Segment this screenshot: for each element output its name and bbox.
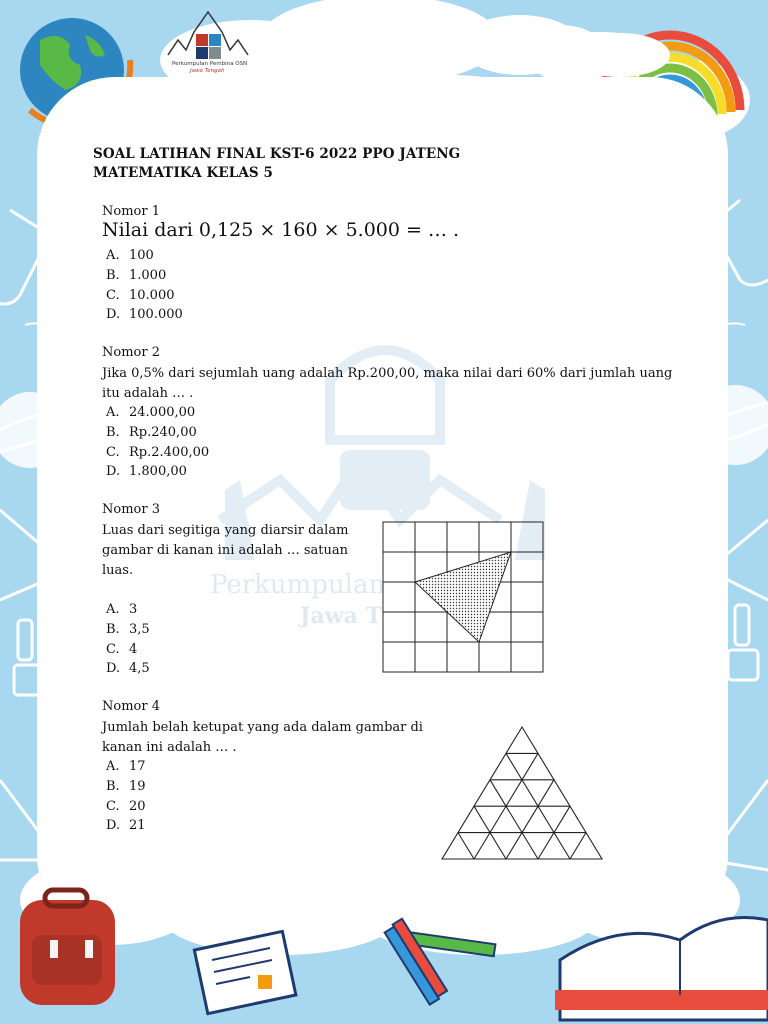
title-line-2: MATEMATIKA KELAS 5 bbox=[93, 165, 274, 181]
question-2-text-line-1: Jika 0,5% dari sejumlah uang adalah Rp.200,00, maka nilai dari 60% dari jumlah uang bbox=[102, 366, 673, 381]
worksheet-title bbox=[93, 145, 460, 183]
option-d: D. 100.000 bbox=[106, 307, 183, 323]
logo-text-line2: Jawa Tengah bbox=[190, 68, 225, 74]
grid-triangle-figure bbox=[380, 520, 546, 674]
option-a: A. 3 bbox=[106, 602, 138, 617]
option-c: C. 20 bbox=[106, 798, 146, 814]
question-4-text-line-1: Jumlah belah ketupat yang ada dalam gambar di bbox=[102, 720, 423, 735]
triangle-lattice bbox=[442, 727, 602, 859]
option-c: C. Rp.2.400,00 bbox=[106, 444, 210, 460]
question-2-label: Nomor 2 bbox=[102, 345, 160, 360]
question-4-text bbox=[102, 718, 423, 758]
option-b: B. 3,5 bbox=[106, 621, 150, 637]
option-b: B. 19 bbox=[106, 778, 146, 794]
question-2-text bbox=[102, 364, 672, 404]
question-2-options bbox=[106, 403, 209, 482]
option-a: A. 24.000,00 bbox=[106, 405, 196, 420]
shaded-triangle bbox=[415, 552, 511, 642]
question-3-text-line-1: Luas dari segitiga yang diarsir dalam bbox=[102, 523, 349, 538]
option-b: B. Rp.240,00 bbox=[106, 424, 197, 440]
question-4-text-line-2: kanan ini adalah … . bbox=[102, 740, 237, 755]
option-d: D. 21 bbox=[106, 818, 146, 834]
question-2-text-line-2: itu adalah … . bbox=[102, 386, 194, 401]
question-3-text bbox=[102, 521, 348, 581]
question-1-options bbox=[106, 246, 183, 325]
question-3-options bbox=[106, 600, 150, 679]
question-1-text: Nilai dari 0,125 × 160 × 5.000 = … . bbox=[102, 219, 460, 241]
option-a: A. 100 bbox=[106, 248, 154, 263]
watermark-text-2: Jawa T bbox=[300, 603, 382, 629]
question-3-text-line-2: gambar di kanan ini adalah … satuan bbox=[102, 543, 349, 558]
question-1-label: Nomor 1 bbox=[102, 204, 160, 219]
option-a: A. 17 bbox=[106, 759, 146, 774]
watermark-text-1: Perkumpulan bbox=[210, 570, 386, 600]
option-c: C. 4 bbox=[106, 641, 138, 657]
question-3-text-line-3: luas. bbox=[102, 563, 134, 578]
option-c: C. 10.000 bbox=[106, 287, 175, 303]
option-b: B. 1.000 bbox=[106, 267, 167, 283]
option-d: D. 1.800,00 bbox=[106, 464, 187, 480]
logo-text-line1: Perkumpulan Pembina OSN bbox=[172, 61, 248, 67]
option-d: D. 4,5 bbox=[106, 661, 150, 677]
triangle-grid-figure bbox=[438, 724, 606, 862]
question-4-label: Nomor 4 bbox=[102, 699, 160, 714]
question-4-options bbox=[106, 757, 146, 836]
title-line-1: SOAL LATIHAN FINAL KST-6 2022 PPO JATENG bbox=[93, 146, 461, 162]
question-3-label: Nomor 3 bbox=[102, 502, 160, 517]
